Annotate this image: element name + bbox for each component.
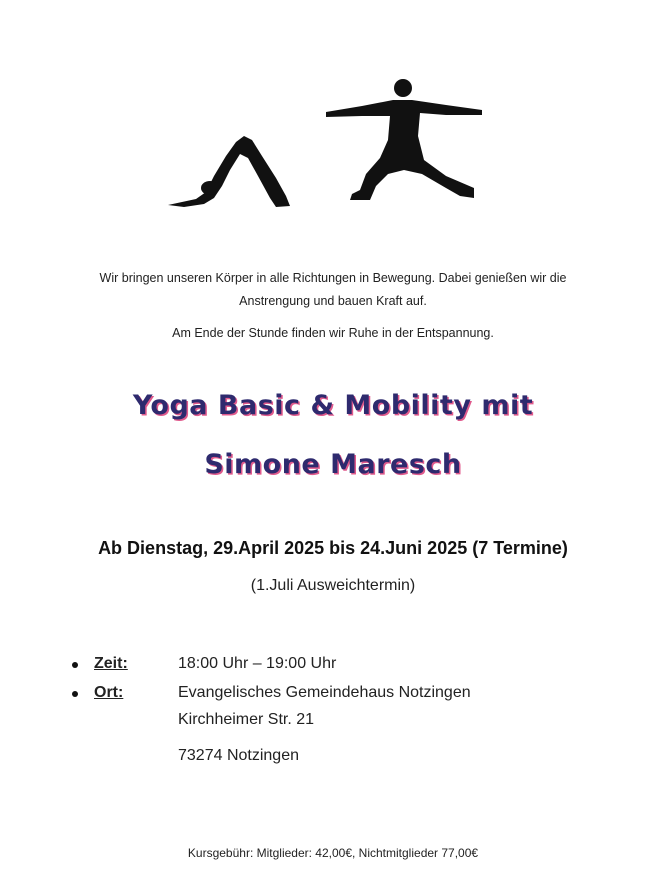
intro-line-3: Am Ende der Stunde finden wir Ruhe in der Entspannung. [172,326,494,340]
place-label: Ort: [94,684,124,701]
alternate-date-note: (1.Juli Ausweichtermin) [250,577,416,594]
bullet-icon [72,662,78,668]
time-value: 18:00 Uhr – 19:00 Uhr [178,655,337,672]
intro-line-1: Wir bringen unseren Körper in alle Richtungen in Bewegung. Dabei genießen wir die [99,271,567,285]
intro-line-2: Anstrengung und bauen Kraft auf. [239,294,427,308]
bullet-icon [72,691,78,697]
downward-dog-silhouette [168,136,290,207]
place-line-2: Kirchheimer Str. 21 [178,711,315,728]
course-title: Yoga Basic & Mobility mit [132,390,534,421]
course-fee: Kursgebühr: Mitglieder: 42,00€, Nichtmitglieder 77,00€ [187,846,479,860]
yoga-figures [0,70,666,220]
warrior-two-silhouette [326,79,482,200]
time-label: Zeit: [94,655,128,672]
place-line-1: Evangelisches Gemeindehaus Notzingen [178,684,471,701]
instructor-name: Simone Maresch [204,449,462,480]
course-dates: Ab Dienstag, 29.April 2025 bis 24.Juni 2025 (7 Termine) [98,538,568,558]
place-line-3: 73274 Notzingen [178,747,299,764]
